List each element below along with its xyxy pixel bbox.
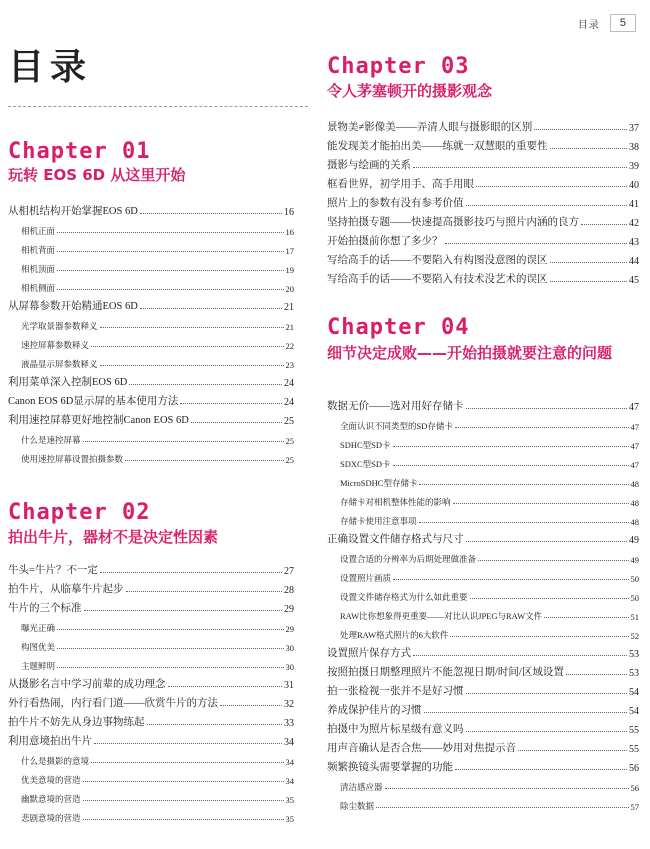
- toc-page-number: 41: [629, 199, 639, 210]
- toc-subentry[interactable]: [8, 332, 294, 351]
- toc-leader-dots: [476, 186, 627, 187]
- toc-entry[interactable]: [327, 755, 639, 774]
- toc-leader-dots: [125, 460, 283, 461]
- toc-page-number: 47: [630, 460, 639, 470]
- toc-entry[interactable]: [327, 267, 639, 286]
- header-label: 目录: [577, 19, 600, 31]
- toc-subentry[interactable]: [8, 313, 294, 332]
- toc-entry[interactable]: [8, 577, 294, 596]
- toc-leader-dots: [57, 648, 283, 649]
- chapter-03-toc: [327, 115, 639, 286]
- toc-page-number: 30: [285, 643, 294, 653]
- toc-leader-dots: [168, 686, 283, 687]
- toc-page-number: 23: [285, 360, 294, 370]
- toc-subentry[interactable]: [327, 584, 639, 603]
- toc-entry-title: 优美意境的营造: [21, 775, 81, 785]
- toc-leader-dots: [393, 446, 629, 447]
- toc-leader-dots: [550, 148, 628, 149]
- toc-page-number: 43: [629, 237, 639, 248]
- toc-subentry[interactable]: [8, 446, 294, 465]
- toc-page-number: 49: [630, 555, 639, 565]
- toc-entry[interactable]: [8, 389, 294, 408]
- toc-entry-title: 相机背面: [21, 245, 56, 255]
- toc-entry[interactable]: [8, 596, 294, 615]
- toc-leader-dots: [413, 655, 627, 656]
- toc-entry[interactable]: [327, 210, 639, 229]
- page-number: 5: [610, 14, 636, 32]
- toc-leader-dots: [466, 541, 628, 542]
- toc-subentry[interactable]: [327, 622, 639, 641]
- toc-entry[interactable]: [327, 248, 639, 267]
- toc-page-number: 21: [285, 322, 294, 332]
- toc-leader-dots: [91, 762, 283, 763]
- toc-subentry[interactable]: [8, 256, 294, 275]
- toc-entry-title: 拍牛片不妨先从身边事物练起: [8, 717, 145, 728]
- toc-entry-title: 牛片的三个标准: [8, 603, 82, 614]
- toc-leader-dots: [466, 408, 628, 409]
- toc-subentry[interactable]: [8, 275, 294, 294]
- toc-entry[interactable]: [327, 679, 639, 698]
- toc-page-number: 33: [284, 718, 294, 729]
- toc-leader-dots: [100, 572, 282, 573]
- toc-page-number: 54: [629, 687, 639, 698]
- title-divider: [8, 106, 308, 107]
- toc-subentry[interactable]: [327, 565, 639, 584]
- toc-entry-title: 使用速控屏幕设置拍摄参数: [21, 454, 124, 464]
- toc-leader-dots: [450, 636, 628, 637]
- toc-page-number: 30: [285, 662, 294, 672]
- toc-page-number: 24: [284, 397, 294, 408]
- toc-page-number: 25: [285, 436, 294, 446]
- chapter-02-subtitle: 拍出牛片，器材不是决定性因素: [8, 528, 219, 546]
- toc-subentry[interactable]: [8, 351, 294, 370]
- toc-page-number: 20: [285, 284, 294, 294]
- chapter-01-subtitle: 玩转 EOS 6D 从这里开始: [8, 166, 186, 184]
- toc-entry-title: 清洁感应器: [340, 782, 383, 792]
- toc-page-number: 25: [284, 416, 294, 427]
- toc-page-number: 49: [629, 535, 639, 546]
- toc-leader-dots: [445, 243, 628, 244]
- toc-entry-title: 全面认识不同类型的SD存储卡: [340, 421, 453, 431]
- chapter-04-heading: Chapter 04: [327, 315, 470, 340]
- toc-leader-dots: [466, 731, 628, 732]
- toc-leader-dots: [550, 262, 628, 263]
- toc-entry-title: 存储卡使用注意事项: [340, 516, 417, 526]
- toc-page-number: 54: [629, 706, 639, 717]
- toc-page-number: 39: [629, 161, 639, 172]
- toc-entry-title: 外行看热闹，内行看门道——欣赏牛片的方法: [8, 698, 218, 709]
- toc-subentry[interactable]: [8, 218, 294, 237]
- toc-entry-title: 构图优美: [21, 642, 56, 652]
- toc-page-number: 22: [285, 341, 294, 351]
- toc-subentry[interactable]: [8, 634, 294, 653]
- toc-leader-dots: [57, 232, 283, 233]
- toc-page-number: 27: [284, 566, 294, 577]
- toc-leader-dots: [550, 281, 628, 282]
- toc-leader-dots: [419, 484, 628, 485]
- toc-leader-dots: [57, 251, 283, 252]
- toc-leader-dots: [466, 205, 628, 206]
- toc-entry[interactable]: [327, 115, 639, 134]
- toc-page-number: 57: [630, 802, 639, 812]
- chapter-02-heading: Chapter 02: [8, 500, 151, 525]
- toc-page-number: 31: [284, 680, 294, 691]
- toc-entry-title: 设置照片保存方式: [327, 648, 411, 659]
- toc-entry-title: 悲剧意境的营造: [21, 813, 81, 823]
- toc-page-number: 55: [629, 744, 639, 755]
- toc-entry[interactable]: [327, 394, 639, 413]
- toc-subentry[interactable]: [327, 470, 639, 489]
- toc-entry-title: 能发现美才能拍出美——练就一双慧眼的重要性: [327, 141, 548, 152]
- toc-entry-title: 照片上的参数有没有参考价值: [327, 198, 464, 209]
- toc-subentry[interactable]: [327, 793, 639, 812]
- toc-leader-dots: [376, 807, 628, 808]
- toc-entry-title: 写给高手的话——不要陷入有构图没意图的误区: [327, 255, 548, 266]
- toc-subentry[interactable]: [8, 615, 294, 634]
- toc-page-number: 24: [284, 378, 294, 389]
- toc-leader-dots: [544, 617, 628, 618]
- toc-leader-dots: [100, 327, 284, 328]
- toc-entry[interactable]: [327, 641, 639, 660]
- toc-entry-title: 养成保护佳片的习惯: [327, 705, 422, 716]
- toc-entry-title: 除尘数据: [340, 801, 375, 811]
- toc-entry-title: 光学取景器参数释义: [21, 321, 98, 331]
- toc-entry-title: 牛头=牛片？不一定: [8, 565, 98, 576]
- toc-page-number: 47: [629, 402, 639, 413]
- toc-page-number: 28: [284, 585, 294, 596]
- toc-leader-dots: [470, 598, 629, 599]
- toc-page-number: 48: [630, 517, 639, 527]
- page-header: [578, 14, 636, 32]
- toc-page-number: 47: [630, 441, 639, 451]
- toc-leader-dots: [83, 819, 284, 820]
- toc-page-number: 56: [630, 783, 639, 793]
- toc-page-number: 51: [630, 612, 639, 622]
- toc-entry[interactable]: [8, 672, 294, 691]
- toc-entry-title: 利用菜单深入控制EOS 6D: [8, 377, 128, 388]
- toc-subentry[interactable]: [327, 774, 639, 793]
- toc-entry-title: 数据无价——选对用好存储卡: [327, 401, 464, 412]
- toc-entry-title: 设置文件储存格式为什么如此重要: [340, 592, 468, 602]
- toc-entry-title: 相机正面: [21, 226, 56, 236]
- toc-leader-dots: [83, 800, 284, 801]
- toc-entry[interactable]: [327, 172, 639, 191]
- toc-page-number: 47: [630, 422, 639, 432]
- toc-entry-title: 拍牛片，从临摹牛片起步: [8, 584, 124, 595]
- toc-entry-title: 处理RAW格式照片的6大软件: [340, 630, 449, 640]
- chapter-03-heading: Chapter 03: [327, 54, 470, 79]
- toc-leader-dots: [453, 503, 629, 504]
- toc-page-number: 50: [630, 574, 639, 584]
- toc-subentry[interactable]: [327, 451, 639, 470]
- toc-leader-dots: [84, 610, 283, 611]
- toc-page-number: 38: [629, 142, 639, 153]
- toc-subentry[interactable]: [327, 508, 639, 527]
- toc-entry[interactable]: [327, 736, 639, 755]
- toc-page-number: 35: [285, 814, 294, 824]
- toc-entry-title: RAW比你想象得更重要——对比认识JPEG与RAW文件: [340, 611, 543, 621]
- toc-page-number: 48: [630, 479, 639, 489]
- toc-entry[interactable]: [8, 558, 294, 577]
- toc-page-number: 17: [285, 246, 294, 256]
- toc-leader-dots: [83, 441, 284, 442]
- toc-entry[interactable]: [327, 229, 639, 248]
- toc-entry-title: SDXC型SD卡: [340, 459, 391, 469]
- toc-page-number: 34: [285, 776, 294, 786]
- chapter-01-heading: Chapter 01: [8, 139, 151, 164]
- page-title: 目录: [8, 47, 93, 88]
- toc-leader-dots: [191, 422, 282, 423]
- toc-leader-dots: [129, 384, 282, 385]
- toc-page-number: 40: [629, 180, 639, 191]
- toc-entry[interactable]: [327, 527, 639, 546]
- toc-subentry[interactable]: [8, 786, 294, 805]
- toc-subentry[interactable]: [8, 805, 294, 824]
- toc-entry-title: MicroSDHC型存储卡: [340, 478, 418, 488]
- chapter-04-toc: [327, 394, 639, 812]
- toc-entry-title: 设置合适的分辨率为后期处理做准备: [340, 554, 477, 564]
- toc-entry-title: Canon EOS 6D显示屏的基本使用方法: [8, 396, 179, 407]
- toc-entry[interactable]: [8, 691, 294, 710]
- toc-entry-title: 什么是摄影的意境: [21, 756, 90, 766]
- toc-subentry[interactable]: [8, 767, 294, 786]
- toc-entry[interactable]: [327, 698, 639, 717]
- toc-leader-dots: [94, 743, 282, 744]
- toc-entry-title: 什么是速控屏幕: [21, 435, 81, 445]
- toc-entry-title: 设置照片画质: [340, 573, 392, 583]
- toc-leader-dots: [57, 270, 283, 271]
- toc-page-number: 55: [629, 725, 639, 736]
- toc-entry-title: 写给高手的话——不要陷入有技术没艺术的误区: [327, 274, 548, 285]
- toc-entry[interactable]: [8, 370, 294, 389]
- toc-subentry[interactable]: [8, 237, 294, 256]
- toc-subentry[interactable]: [8, 653, 294, 672]
- toc-subentry[interactable]: [327, 413, 639, 432]
- toc-entry[interactable]: [8, 729, 294, 748]
- toc-subentry[interactable]: [327, 432, 639, 451]
- toc-leader-dots: [455, 769, 627, 770]
- toc-entry-title: SDHC型SD卡: [340, 440, 391, 450]
- toc-entry[interactable]: [327, 660, 639, 679]
- toc-entry-title: 频繁换镜头需要掌握的功能: [327, 762, 453, 773]
- chapter-01-toc: [8, 199, 294, 465]
- toc-entry-title: 从摄影名言中学习前辈的成功理念: [8, 679, 166, 690]
- toc-entry-title: 速控屏幕参数释义: [21, 340, 90, 350]
- toc-entry-title: 景物美≠影像美——弄清人眼与摄影眼的区别: [327, 122, 533, 133]
- toc-page-number: 37: [629, 123, 639, 134]
- toc-leader-dots: [57, 667, 283, 668]
- toc-page-number: 45: [629, 275, 639, 286]
- chapter-03-subtitle: 令人茅塞顿开的摄影观念: [327, 82, 493, 100]
- toc-page-number: 53: [629, 668, 639, 679]
- toc-subentry[interactable]: [8, 427, 294, 446]
- toc-entry[interactable]: [8, 710, 294, 729]
- toc-page-number: 53: [629, 649, 639, 660]
- toc-entry[interactable]: [327, 153, 639, 172]
- toc-entry-title: 坚持拍摄专题——快速提高摄影技巧与照片内涵的良方: [327, 217, 579, 228]
- toc-page-number: 48: [630, 498, 639, 508]
- toc-entry-title: 曝光正确: [21, 623, 56, 633]
- toc-page-number: 52: [630, 631, 639, 641]
- toc-page-number: 34: [285, 757, 294, 767]
- toc-leader-dots: [534, 129, 627, 130]
- toc-leader-dots: [419, 522, 629, 523]
- toc-entry[interactable]: [8, 408, 294, 427]
- toc-leader-dots: [566, 674, 627, 675]
- toc-leader-dots: [126, 591, 283, 592]
- toc-page-number: 16: [285, 227, 294, 237]
- toc-leader-dots: [140, 308, 282, 309]
- toc-entry-title: 相机侧面: [21, 283, 56, 293]
- toc-entry-title: 按照拍摄日期整理照片不能忽视日期/时间/区域设置: [327, 667, 564, 678]
- toc-leader-dots: [455, 427, 629, 428]
- toc-entry[interactable]: [327, 191, 639, 210]
- toc-entry[interactable]: [8, 294, 294, 313]
- toc-subentry[interactable]: [327, 489, 639, 508]
- toc-page-number: 25: [285, 455, 294, 465]
- toc-entry-title: 利用速控屏幕更好地控制Canon EOS 6D: [8, 415, 189, 426]
- toc-entry-title: 摄影与绘画的关系: [327, 160, 411, 171]
- toc-subentry[interactable]: [327, 603, 639, 622]
- toc-leader-dots: [147, 724, 283, 725]
- toc-leader-dots: [393, 465, 629, 466]
- toc-entry-title: 利用意境拍出牛片: [8, 736, 92, 747]
- toc-leader-dots: [91, 346, 283, 347]
- toc-page-number: 34: [284, 737, 294, 748]
- toc-entry[interactable]: [327, 717, 639, 736]
- toc-leader-dots: [180, 403, 282, 404]
- chapter-02-toc: [8, 558, 294, 824]
- toc-leader-dots: [57, 289, 283, 290]
- toc-page-number: 44: [629, 256, 639, 267]
- toc-leader-dots: [424, 712, 628, 713]
- toc-page-number: 19: [285, 265, 294, 275]
- toc-entry-title: 正确设置文件储存格式与尺寸: [327, 534, 464, 545]
- toc-leader-dots: [83, 781, 284, 782]
- toc-page-number: 56: [629, 763, 639, 774]
- toc-page-number: 21: [284, 302, 294, 313]
- toc-leader-dots: [140, 213, 282, 214]
- toc-page-number: 32: [284, 699, 294, 710]
- toc-entry[interactable]: [327, 134, 639, 153]
- toc-subentry[interactable]: [327, 546, 639, 565]
- toc-subentry[interactable]: [8, 748, 294, 767]
- toc-entry-title: 框看世界，初学用手、高手用眼: [327, 179, 474, 190]
- toc-entry-title: 拍摄中为照片标星级有意义吗: [327, 724, 464, 735]
- toc-entry-title: 主题鲜明: [21, 661, 56, 671]
- toc-leader-dots: [581, 224, 627, 225]
- toc-leader-dots: [478, 560, 628, 561]
- toc-page-number: 16: [284, 207, 294, 218]
- toc-entry-title: 拍一张检视一张并不是好习惯: [327, 686, 464, 697]
- toc-entry-title: 存储卡对相机整体性能的影响: [340, 497, 451, 507]
- toc-page-number: 35: [285, 795, 294, 805]
- toc-leader-dots: [413, 167, 627, 168]
- toc-entry-title: 从相机结构开始掌握EOS 6D: [8, 206, 138, 217]
- chapter-04-subtitle: 细节决定成败——开始拍摄就要注意的问题: [327, 344, 613, 362]
- toc-leader-dots: [393, 579, 628, 580]
- toc-entry-title: 从屏幕参数开始精通EOS 6D: [8, 301, 138, 312]
- toc-leader-dots: [466, 693, 628, 694]
- toc-leader-dots: [220, 705, 282, 706]
- toc-entry-title: 幽默意境的营造: [21, 794, 81, 804]
- toc-entry[interactable]: [8, 199, 294, 218]
- toc-leader-dots: [518, 750, 627, 751]
- toc-entry-title: 液晶显示屏参数释义: [21, 359, 98, 369]
- toc-entry-title: 用声音确认是否合焦——妙用对焦提示音: [327, 743, 516, 754]
- toc-leader-dots: [100, 365, 284, 366]
- toc-page-number: 50: [630, 593, 639, 603]
- toc-page-number: 29: [285, 624, 294, 634]
- toc-entry-title: 开始拍摄前你想了多少？: [327, 236, 443, 247]
- toc-entry-title: 相机顶面: [21, 264, 56, 274]
- toc-page-number: 29: [284, 604, 294, 615]
- toc-leader-dots: [385, 788, 629, 789]
- toc-page-number: 42: [629, 218, 639, 229]
- toc-leader-dots: [57, 629, 283, 630]
